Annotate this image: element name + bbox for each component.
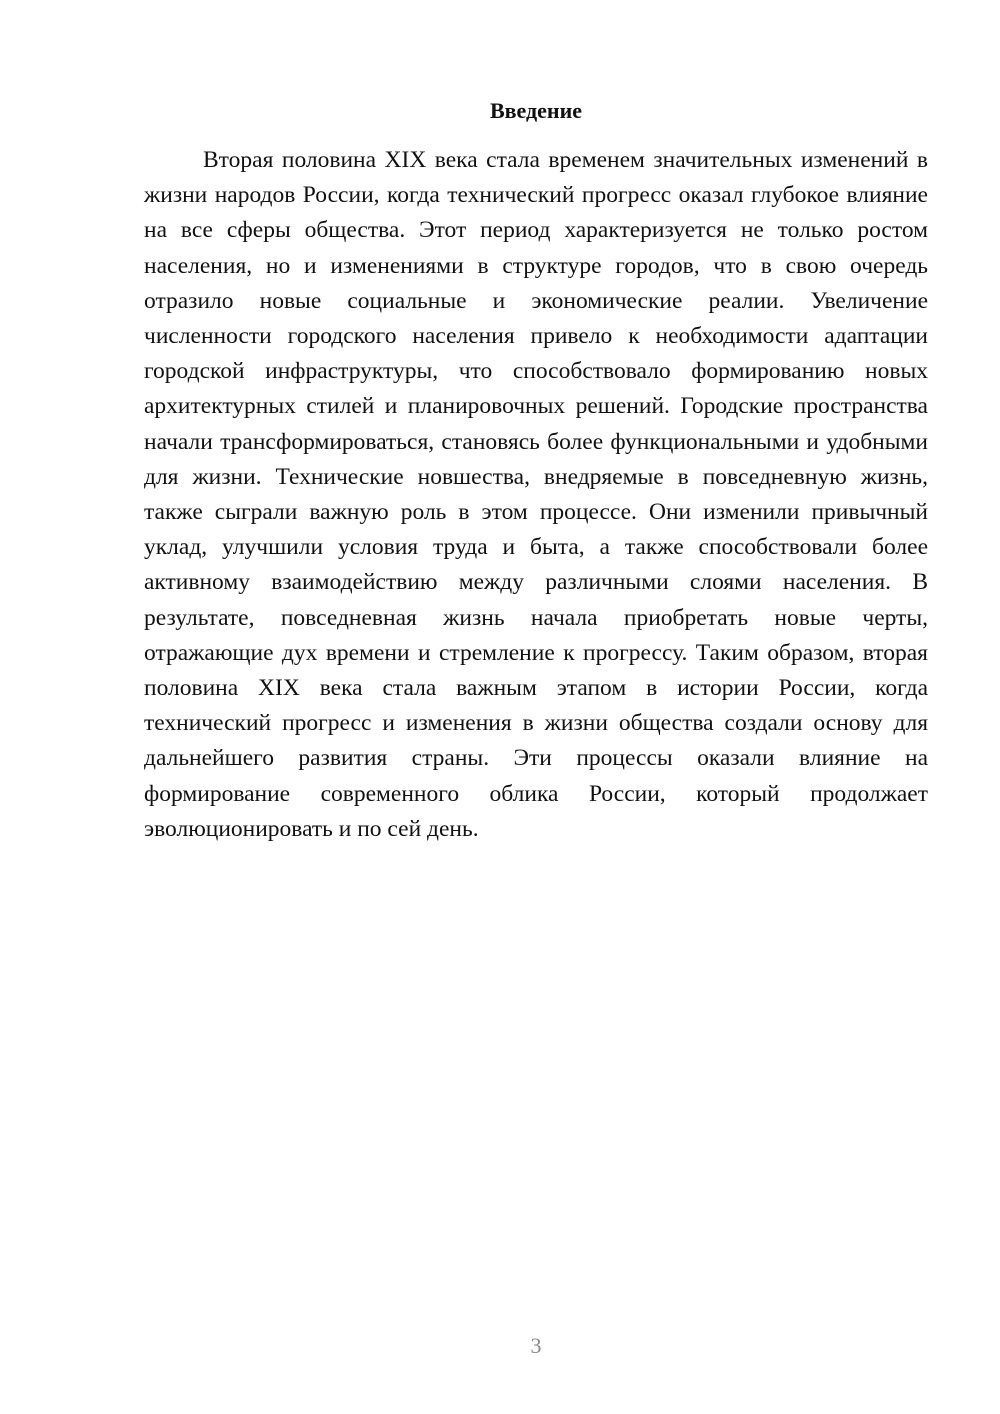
section-heading: Введение bbox=[489, 98, 583, 123]
page-number: 3 bbox=[530, 1333, 542, 1358]
body-paragraph: Вторая половина XIX века стала временем значительных изменений в жизни народов России, когда технический прогресс оказал глубокое влияние на все сферы общества. Этот период характеризуется не только ростом населения, но и изменениями в структуре городов, что в свою очередь отразило новые социальные и экономические реалии. Увеличение численности городского населения привело к необходимости адаптации городской инфраструктуры, что способствовало формированию новых архитектурных стилей и планировочных решений. Городские пространства начали трансформироваться, становясь более функциональными и удобными для жизни. Технические новшества, внедряемые в повседневную жизнь, также сыграли важную роль в этом процессе. Они изменили привычный уклад, улучшили условия труда и быта, а также способствовали более активному взаимодействию между различными слоями населения. В результате, повседневная жизнь начала приобретать новые черты, отражающие дух времени и стремление к прогрессу. Таким образом, вторая половина XIX века стала важным этапом в истории России, когда технический прогресс и изменения в жизни общества создали основу для дальнейшего развития страны. Эти процессы оказали влияние на формирование современного облика России, который продолжает эволюционировать и по сей день. bbox=[144, 147, 928, 842]
